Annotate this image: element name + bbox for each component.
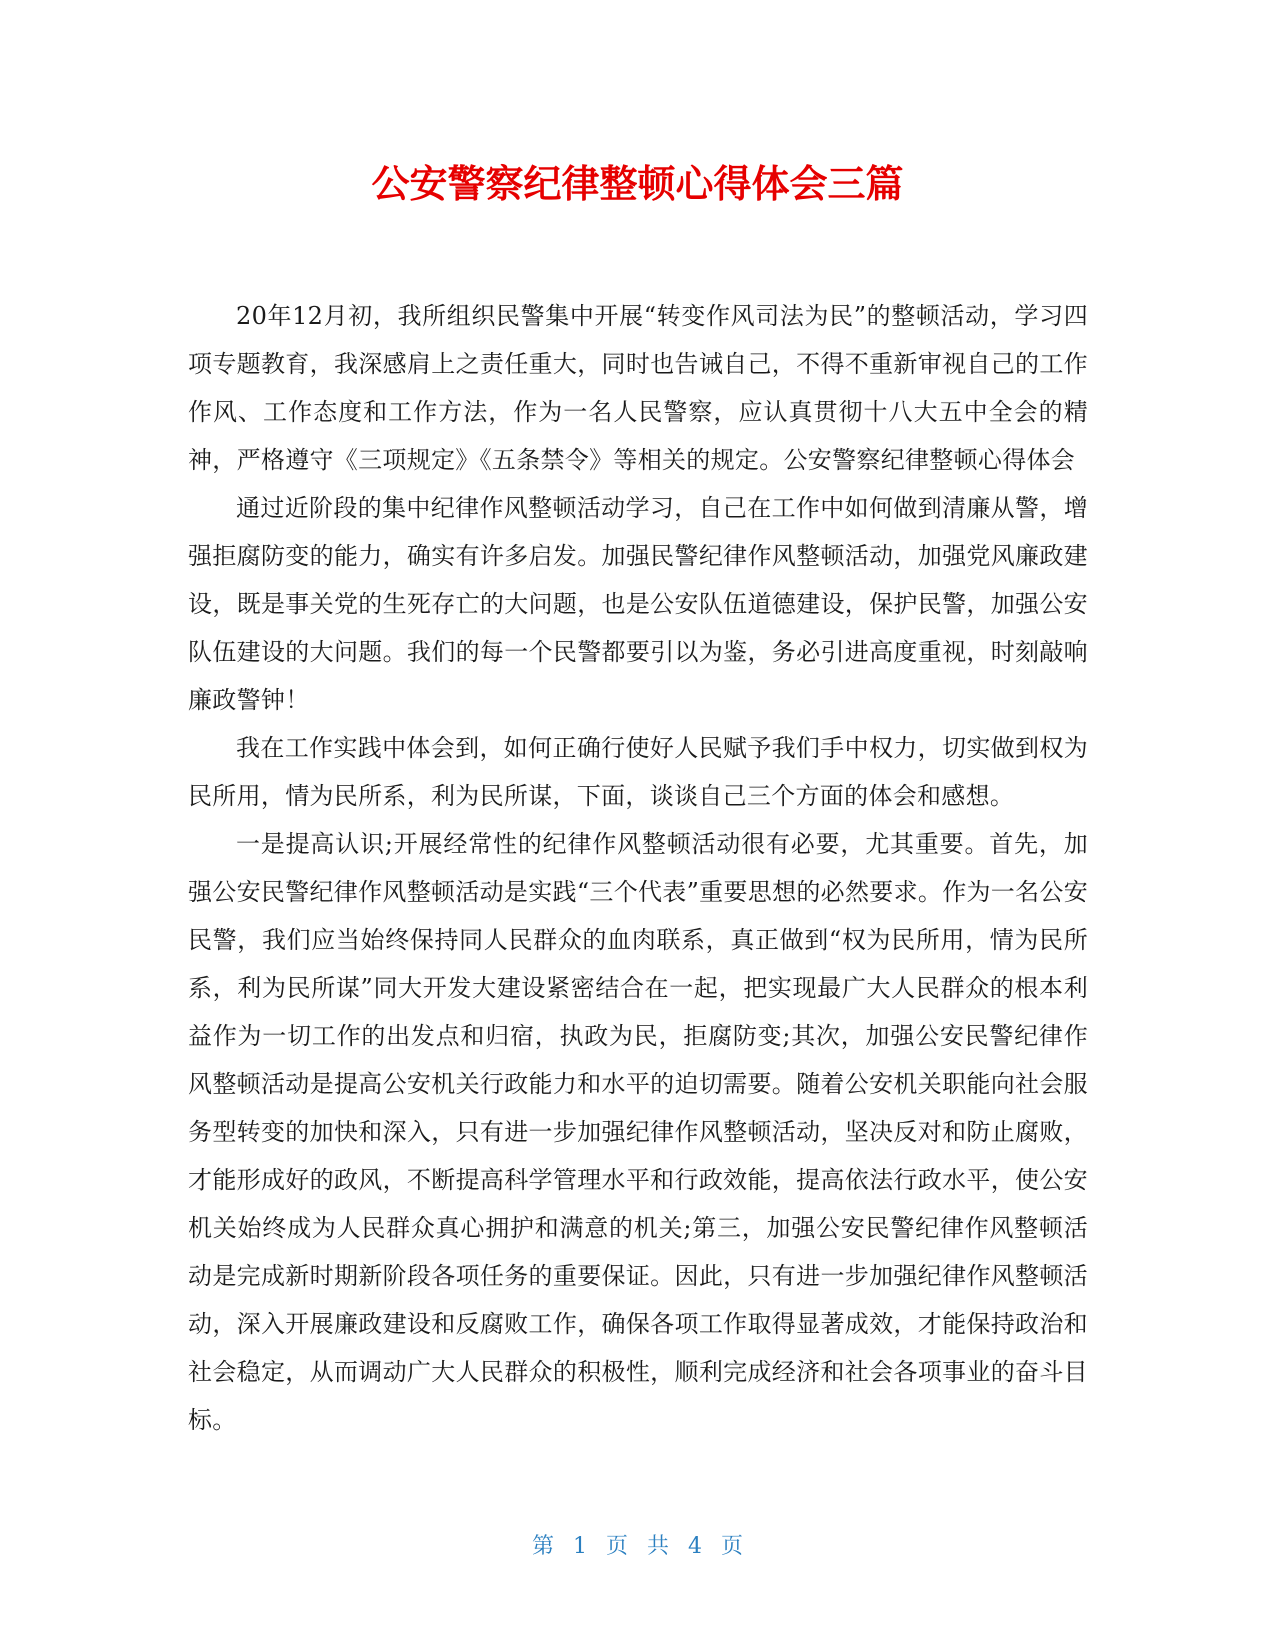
footer-label-ye2: 页 (721, 1534, 744, 1559)
paragraph-3: 我在工作实践中体会到，如何正确行使好人民赋予我们手中权力，切实做到权为民所用，情为民所系，利为民所谋，下面，谈谈自己三个方面的体会和感想。 (188, 734, 1088, 810)
footer-page-current: 1 (572, 1534, 587, 1559)
page-number-footer (0, 1532, 1275, 1562)
footer-label-ye: 页 (605, 1534, 628, 1559)
paragraph-2: 通过近阶段的集中纪律作风整顿活动学习，自己在工作中如何做到清廉从警，增强拒腐防变的能力，确实有许多启发。加强民警纪律作风整顿活动，加强党风廉政建设，既是事关党的生死存亡的大问题，也是公安队伍道德建设，保护民警，加强公安队伍建设的大问题。我们的每一个民警都要引以为鉴，务必引进高度重视，时刻敲响廉政警钟！ (188, 494, 1088, 714)
document-body (188, 292, 1088, 1444)
document-title: 公安警察纪律整顿心得体会三篇 (371, 162, 904, 206)
paragraph-1: 20年12月初，我所组织民警集中开展“转变作风司法为民”的整顿活动，学习四项专题教育，我深感肩上之责任重大，同时也告诫自己，不得不重新审视自己的工作作风、工作态度和工作方法，作为一名人民警察，应认真贯彻十八大五中全会的精神，严格遵守《三项规定》《五条禁令》等相关的规定。公安警察纪律整顿心得体会 (188, 302, 1088, 474)
footer-page-total: 4 (688, 1534, 703, 1559)
footer-label-gong: 共 (647, 1534, 670, 1559)
paragraph-4: 一是提高认识;开展经常性的纪律作风整顿活动很有必要，尤其重要。首先，加强公安民警纪律作风整顿活动是实践“三个代表”重要思想的必然要求。作为一名公安民警，我们应当始终保持同人民群众的血肉联系，真正做到“权为民所用，情为民所系，利为民所谋”同大开发大建设紧密结合在一起，把实现最广大人民群众的根本利益作为一切工作的出发点和归宿，执政为民，拒腐防变;其次，加强公安民警纪律作风整顿活动是提高公安机关行政能力和水平的迫切需要。随着公安机关职能向社会服务型转变的加快和深入，只有进一步加强纪律作风整顿活动，坚决反对和防止腐败，才能形成好的政风，不断提高科学管理水平和行政效能，提高依法行政水平，使公安机关始终成为人民群众真心拥护和满意的机关;第三，加强公安民警纪律作风整顿活动是完成新时期新阶段各项任务的重要保证。因此，只有进一步加强纪律作风整顿活动，深入开展廉政建设和反腐败工作，确保各项工作取得显著成效，才能保持政治和社会稳定，从而调动广大人民群众的积极性，顺利完成经济和社会各项事业的奋斗目标。 (188, 830, 1088, 1434)
footer-label-di: 第 (531, 1534, 554, 1559)
